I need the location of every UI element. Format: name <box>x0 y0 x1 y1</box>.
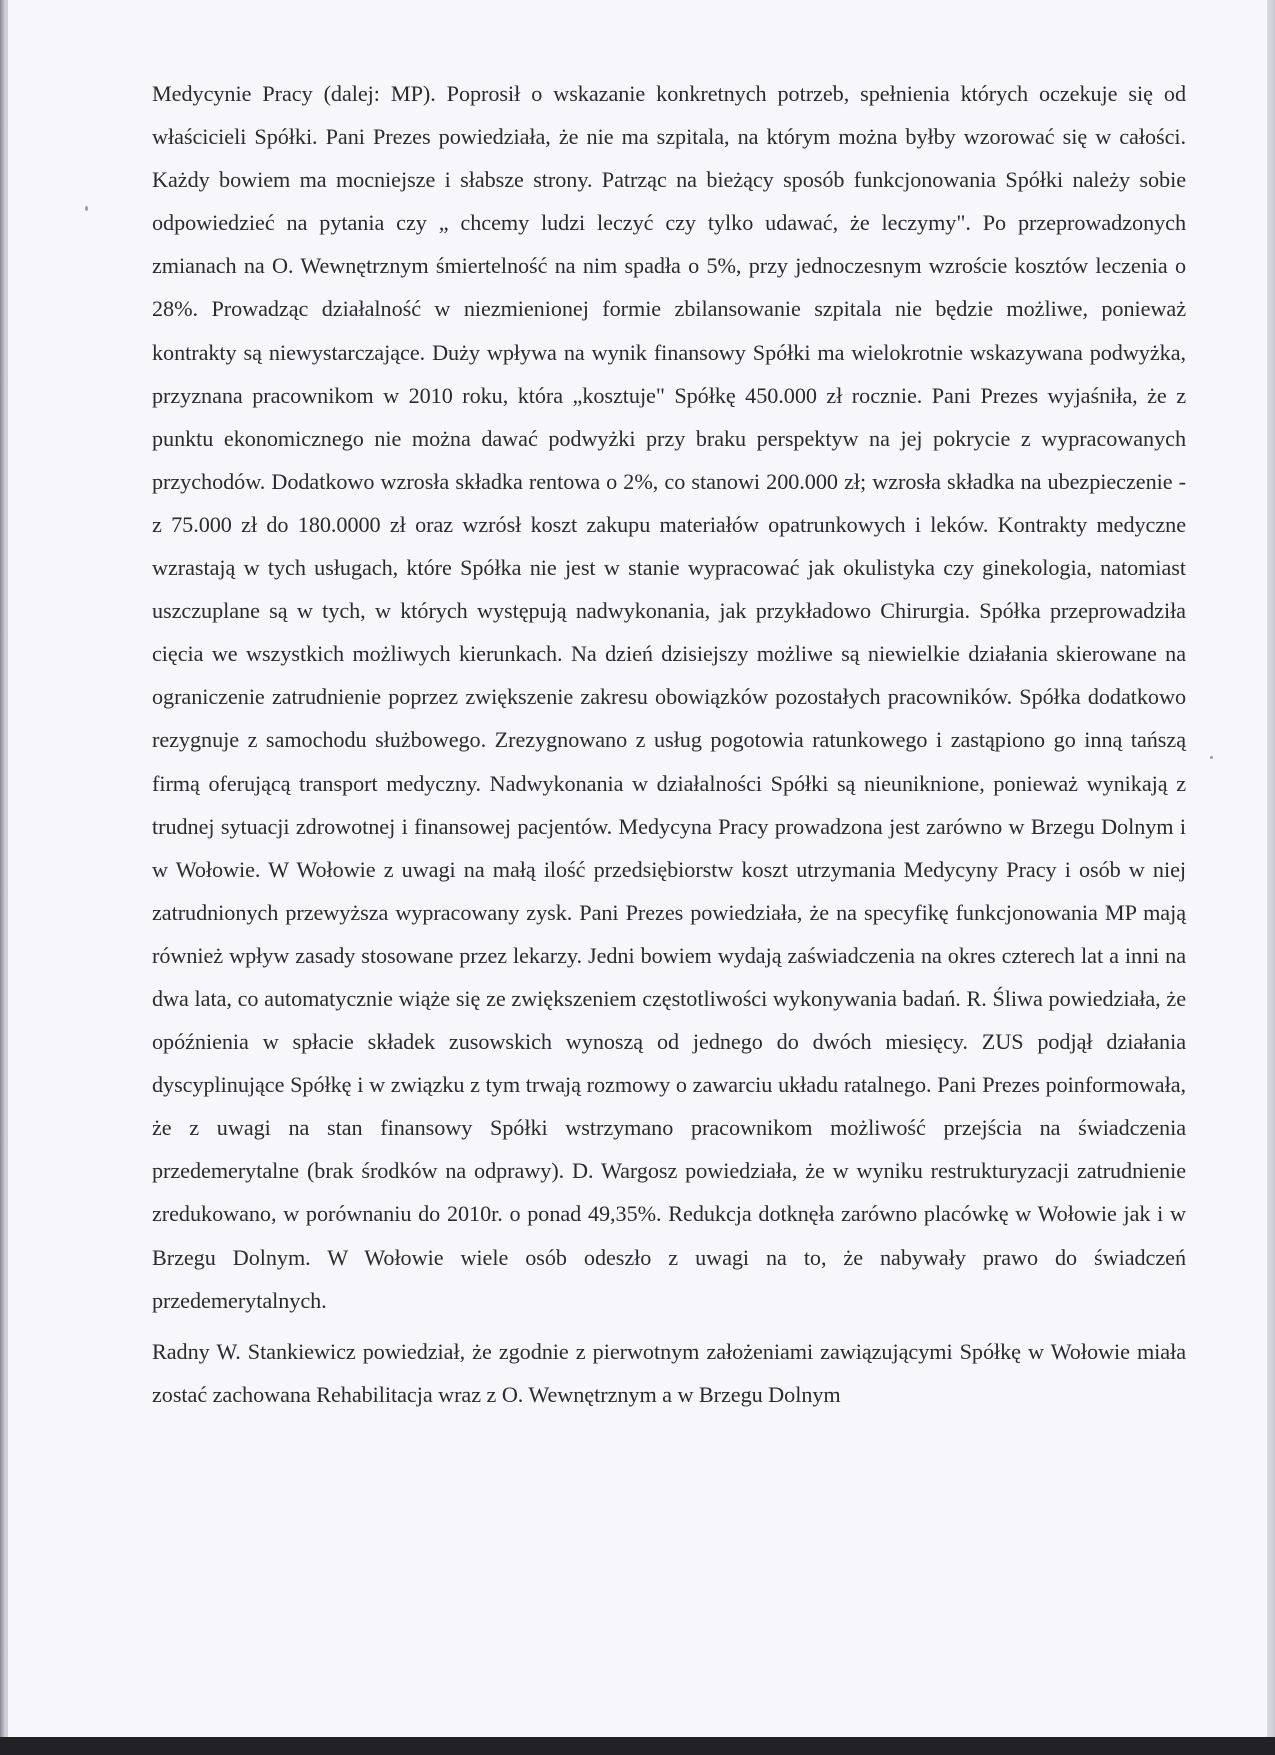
document-body <box>152 72 1186 1416</box>
scan-speck <box>85 206 88 211</box>
scan-left-shadow <box>0 0 6 1737</box>
paragraph-2: Radny W. Stankiewicz powiedział, że zgodnie z pierwotnym założeniami zawiązującymi Spółkę w Wołowie miała zostać zachowana Rehabilitacja wraz z O. Wewnętrznym a w Brzegu Dolnym <box>152 1338 1186 1407</box>
scan-bottom-strip <box>0 1737 1275 1755</box>
scan-speck <box>1210 756 1213 759</box>
paragraph-1: Medycynie Pracy (dalej: MP). Poprosił o wskazanie konkretnych potrzeb, spełnienia których oczekuje się od właścicieli Spółki. Pani Prezes powiedziała, że nie ma szpitala, na którym można byłby wzorować się w całości. Każdy bowiem ma mocniejsze i słabsze strony. Patrząc na bieżący sposób funkcjonowania Spółki należy sobie odpowiedzieć na pytania czy „ chcemy ludzi leczyć czy tylko udawać, że leczymy". Po przeprowadzonych zmianach na O. Wewnętrznym śmiertelność na nim spadła o 5%, przy jednoczesnym wzroście kosztów leczenia o 28%. Prowadząc działalność w niezmienionej formie zbilansowanie szpitala nie będzie możliwe, ponieważ kontrakty są niewystarczające. Duży wpływa na wynik finansowy Spółki ma wielokrotnie wskazywana podwyżka, przyznana pracownikom w 2010 roku, która „kosztuje" Spółkę 450.000 zł rocznie. Pani Prezes wyjaśniła, że z punktu ekonomicznego nie można dawać podwyżki przy braku perspektyw na jej pokrycie z wypracowanych przychodów. Dodatkowo wzrosła składka rentowa o 2%, co stanowi 200.000 zł; wzrosła składka na ubezpieczenie - z 75.000 zł do 180.0000 zł oraz wzrósł koszt zakupu materiałów opatrunkowych i leków. Kontrakty medyczne wzrastają w tych usługach, które Spółka nie jest w stanie wypracować jak okulistyka czy ginekologia, natomiast uszczuplane są w tych, w których występują nadwykonania, jak przykładowo Chirurgia. Spółka przeprowadziła cięcia we wszystkich możliwych kierunkach. Na dzień dzisiejszy możliwe są niewielkie działania skierowane na ograniczenie zatrudnienie poprzez zwiększenie zakresu obowiązków pozostałych pracowników. Spółka dodatkowo rezygnuje z samochodu służbowego. Zrezygnowano z usług pogotowia ratunkowego i zastąpiono go inną tańszą firmą oferującą transport medyczny. Nadwykonania w działalności Spółki są nieuniknione, ponieważ wynikają z trudnej sytuacji zdrowotnej i finansowej pacjentów. Medycyna Pracy prowadzona jest zarówno w Brzegu Dolnym i w Wołowie. W Wołowie z uwagi na małą ilość przedsiębiorstw koszt utrzymania Medycyny Pracy i osób w niej zatrudnionych przewyższa wypracowany zysk. Pani Prezes powiedziała, że na specyfikę funkcjonowania MP mają również wpływ zasady stosowane przez lekarzy. Jedni bowiem wydają zaświadczenia na okres czterech lat a inni na dwa lata, co automatycznie wiąże się ze zwiększeniem częstotliwości wykonywania badań. R. Śliwa powiedziała, że opóźnienia w spłacie składek zusowskich wynoszą od jednego do dwóch miesięcy. ZUS podjął działania dyscyplinujące Spółkę i w związku z tym trwają rozmowy o zawarciu układu ratalnego. Pani Prezes poinformowała, że z uwagi na stan finansowy Spółki wstrzymano pracownikom możliwość przejścia na świadczenia przedemerytalne (brak środków na odprawy). D. Wargosz powiedziała, że w wyniku restrukturyzacji zatrudnienie zredukowano, w porównaniu do 2010r. o ponad 49,35%. Redukcja dotknęła zarówno placówkę w Wołowie jak i w Brzegu Dolnym. W Wołowie wiele osób odeszło z uwagi na to, że nabywały prawo do świadczeń przedemerytalnych. <box>152 81 1186 1313</box>
